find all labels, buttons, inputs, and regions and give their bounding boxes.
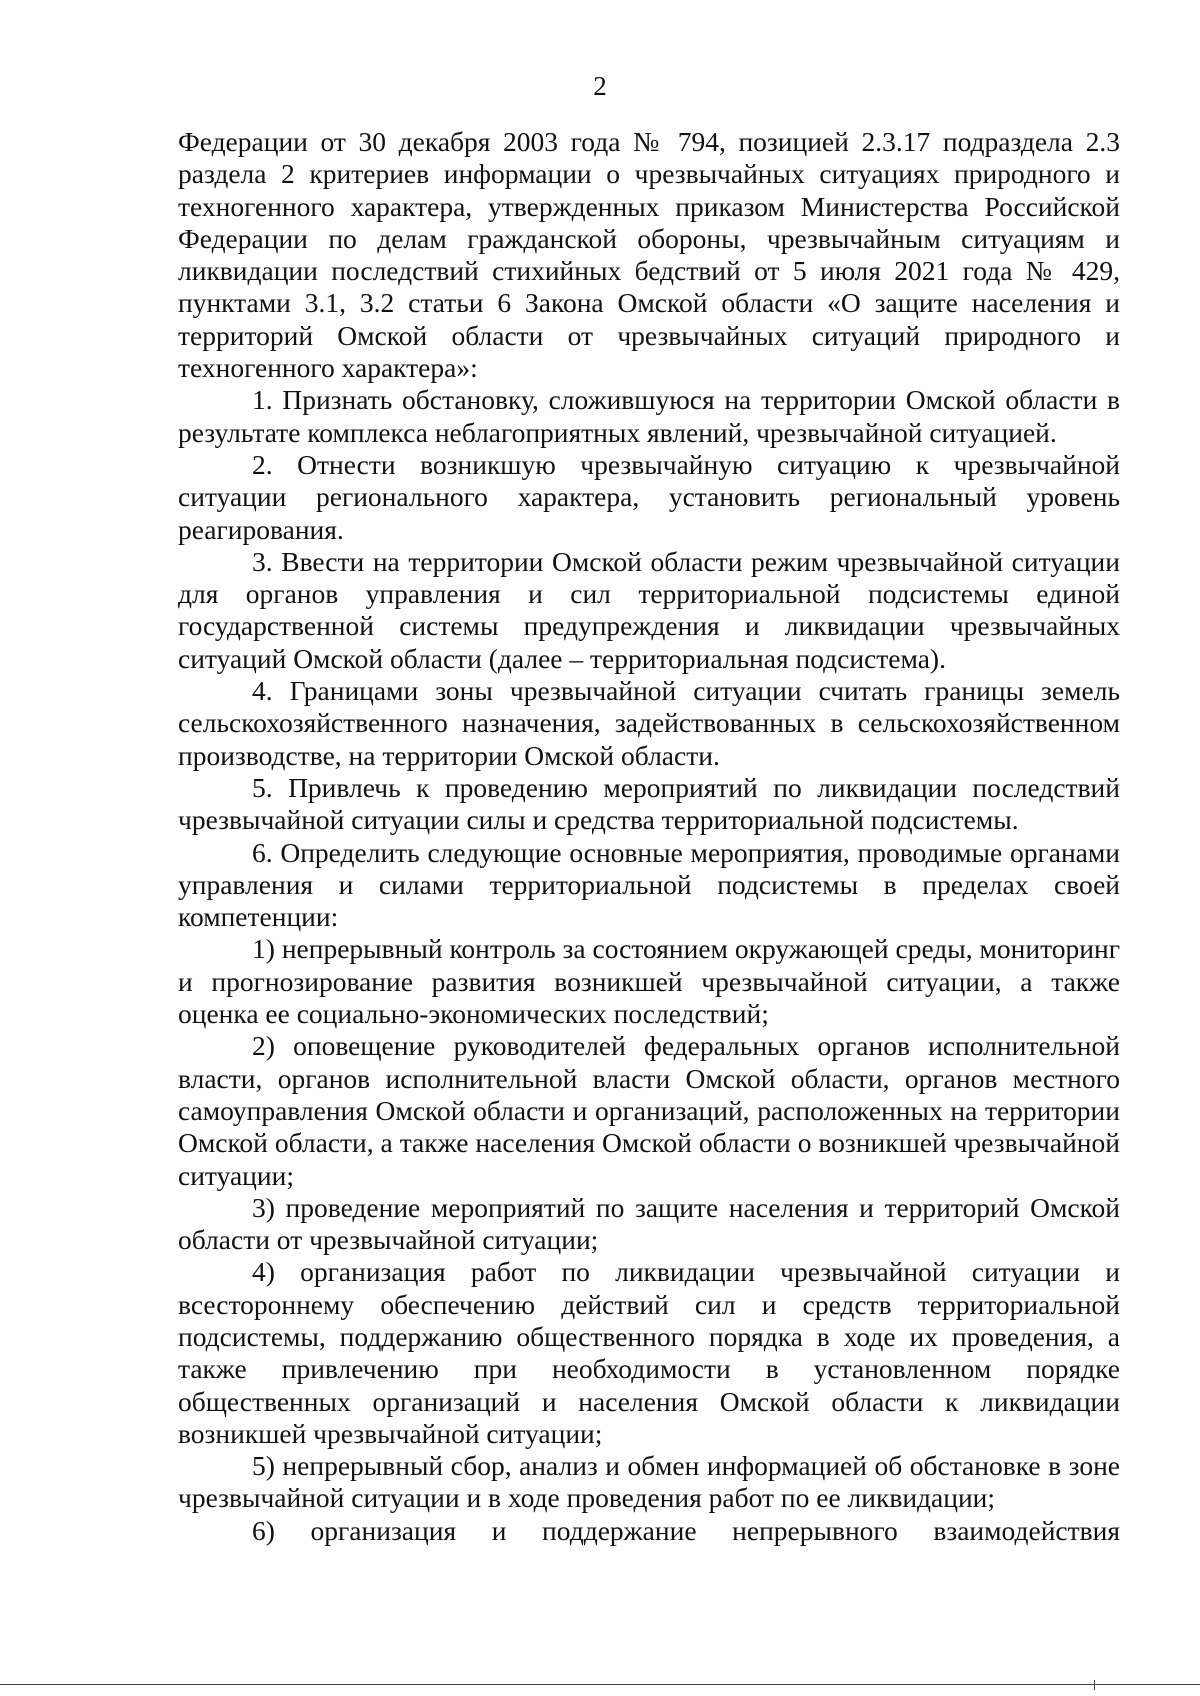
- paragraph-subitem-4: 4) организация работ по ликвидации чрезвычайной ситуации и всестороннему обеспечению действий сил и средств территориальной подсистемы, поддержанию общественного порядка в ходе их проведения, а также привлечению при необходимости в установленном порядке общественных организаций и населения Омской области к ликвидации возникшей чрезвычайной ситуации;: [178, 1256, 1120, 1449]
- paragraph-item-5: 5. Привлечь к проведению мероприятий по ликвидации последствий чрезвычайной ситуации силы и средства территориальной подсистемы.: [178, 771, 1120, 836]
- scan-bottom-edge-line: [0, 1684, 1200, 1685]
- paragraph-subitem-5: 5) непрерывный сбор, анализ и обмен информацией об обстановке в зоне чрезвычайной ситуации и в ходе проведения работ по ее ликвидации;: [178, 1450, 1120, 1514]
- paragraph-subitem-1: 1) непрерывный контроль за состоянием окружающей среды, мониторинг и прогнозирование развития возникшей чрезвычайной ситуации, а также оценка ее социально-экономических последствий;: [178, 933, 1120, 1030]
- paragraph-subitem-6: 6) организация и поддержание непрерывного взаимодействия: [252, 1514, 1120, 1546]
- page-number: 2: [593, 71, 607, 101]
- paragraph-item-4: 4. Границами зоны чрезвычайной ситуации считать границы земель сельскохозяйственного назначения, задействованных в сельскохозяйственном производстве, на территории Омской области.: [178, 675, 1120, 771]
- paragraph-item-2: 2. Отнести возникшую чрезвычайную ситуацию к чрезвычайной ситуации регионального характера, установить региональный уровень реагирования.: [178, 448, 1120, 545]
- scan-bottom-edge-mark: [1094, 1680, 1095, 1690]
- paragraph-preamble: Федерации от 30 декабря 2003 года № 794, позицией 2.3.17 подраздела 2.3 раздела 2 критериев информации о чрезвычайных ситуациях природного и техногенного характера, утвержденных приказом Министерства Российской Федерации по делам гражданской обороны, чрезвычайным ситуациям и ликвидации последствий стихийных бедствий от 5 июля 2021 года № 429, пунктами 3.1, 3.2 статьи 6 Закона Омской области «О защите населения и территорий Омской области от чрезвычайных ситуаций природного и техногенного характера»:: [178, 126, 1120, 384]
- paragraph-item-6: 6. Определить следующие основные мероприятия, проводимые органами управления и силами территориальной подсистемы в пределах своей компетенции:: [178, 836, 1120, 933]
- document-body: [178, 126, 1120, 1547]
- paragraph-subitem-3: 3) проведение мероприятий по защите населения и территорий Омской области от чрезвычайной ситуации;: [178, 1191, 1120, 1256]
- paragraph-subitem-2: 2) оповещение руководителей федеральных органов исполнительной власти, органов исполнительной власти Омской области, органов местного самоуправления Омской области и организаций, расположенных на территории Омской области, а также населения Омской области о возникшей чрезвычайной ситуации;: [178, 1030, 1120, 1191]
- paragraph-item-3: 3. Ввести на территории Омской области режим чрезвычайной ситуации для органов управления и сил территориальной подсистемы единой государственной системы предупреждения и ликвидации чрезвычайных ситуаций Омской области (далее – территориальная подсистема).: [178, 545, 1120, 674]
- paragraph-item-1: 1. Признать обстановку, сложившуюся на территории Омской области в результате комплекса неблагоприятных явлений, чрезвычайной ситуацией.: [178, 384, 1120, 448]
